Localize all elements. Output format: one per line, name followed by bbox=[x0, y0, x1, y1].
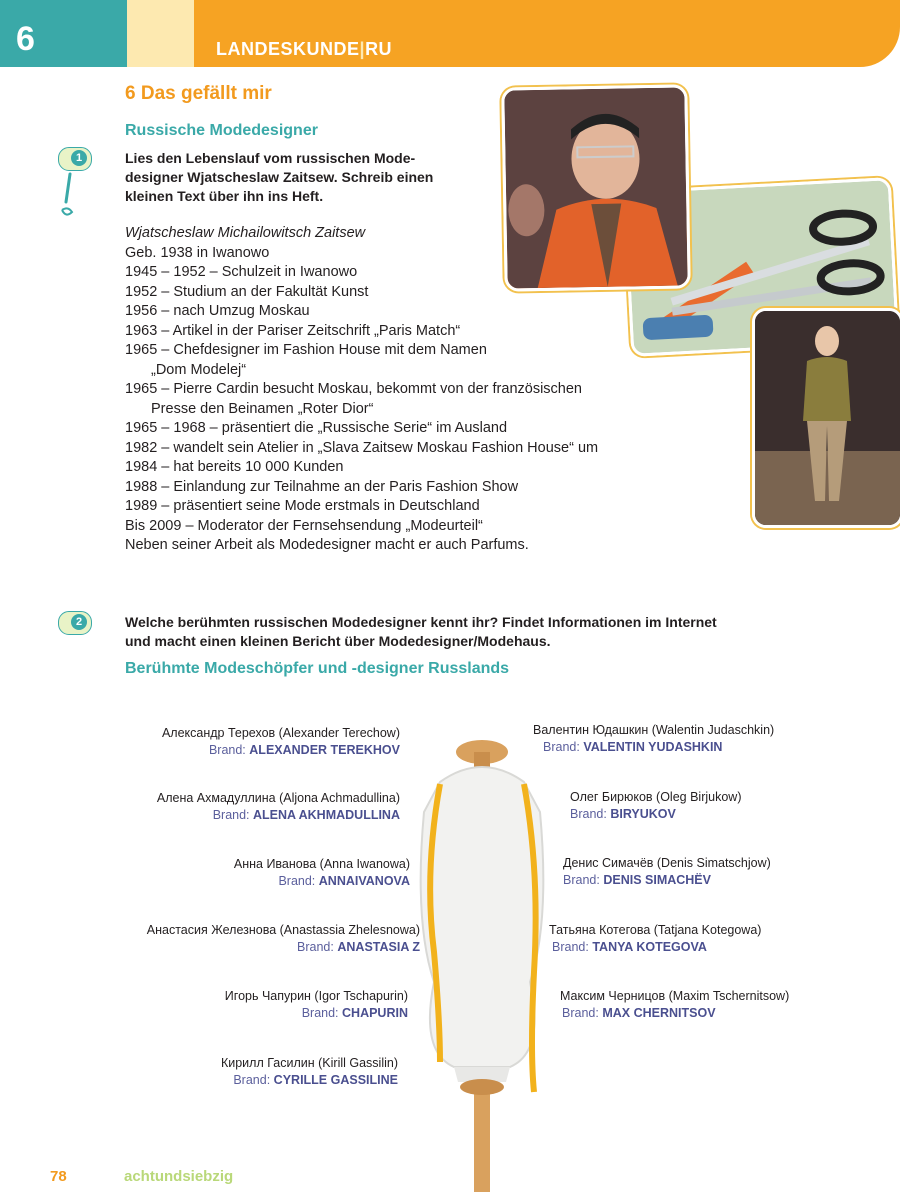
designer-entry bbox=[563, 855, 771, 889]
designer-name: Максим Черницов (Maxim Tschernitsow) bbox=[560, 989, 790, 1003]
chapter-number: 6 bbox=[16, 20, 35, 58]
designer-brand: Brand: CYRILLE GASSILINE bbox=[233, 1073, 398, 1087]
section-title-right: RU bbox=[365, 39, 393, 59]
runway-model-photo bbox=[752, 308, 900, 528]
bio-line: 1982 – wandelt sein Atelier in „Slava Zaitsew Moskau Fashion House“ um bbox=[125, 439, 599, 456]
task-2-number: 2 bbox=[71, 614, 87, 630]
task-2-line: Welche berühmten russischen Modedesigner kennt ihr? Findet Informationen im Internet bbox=[125, 614, 717, 630]
page-number-word: achtundsiebzig bbox=[124, 1168, 234, 1185]
task-1-number: 1 bbox=[71, 150, 87, 166]
subheading: Russische Modedesigner bbox=[125, 122, 318, 139]
designer-brand: Brand: ALEXANDER TEREKHOV bbox=[208, 743, 400, 757]
designer-name: Анна Иванова (Anna Iwanowa) bbox=[233, 857, 410, 871]
designers-heading: Berühmte Modeschöpfer und -designer Russlands bbox=[125, 660, 510, 677]
mannequin-icon bbox=[410, 722, 570, 1202]
bio-line: 1963 – Artikel in der Pariser Zeitschrift „Paris Match“ bbox=[125, 322, 461, 339]
designer-entry bbox=[147, 922, 420, 956]
designer-brand: Brand: VALENTIN YUDASHKIN bbox=[543, 740, 723, 754]
page-number: 78 bbox=[50, 1168, 67, 1185]
task-2-line: und macht einen kleinen Bericht über Modedesigner/Modehaus. bbox=[125, 633, 551, 649]
bio-line: 1965 – Chefdesigner im Fashion House mit dem Namen bbox=[125, 342, 487, 358]
designer-name: Олег Бирюков (Oleg Birjukow) bbox=[570, 790, 742, 804]
bio-line: Bis 2009 – Moderator der Fernsehsendung „Modeurteil“ bbox=[125, 517, 483, 534]
bio-line: Presse den Beinamen „Roter Dior“ bbox=[151, 400, 374, 417]
designer-brand: Brand: MAX CHERNITSOV bbox=[562, 1006, 716, 1020]
bio-line: 1965 – 1968 – präsentiert die „Russische Serie“ im Ausland bbox=[125, 420, 508, 436]
designer-brand: Brand: ANNAIVANOVA bbox=[278, 874, 410, 888]
designer-entry bbox=[560, 988, 789, 1022]
section-title-left: LANDESKUNDE bbox=[216, 39, 360, 59]
task-2-text bbox=[125, 613, 717, 651]
page-heading: 6 Das gefällt mir bbox=[125, 83, 272, 104]
bio-line: Neben seiner Arbeit als Modedesigner macht er auch Parfums. bbox=[125, 537, 529, 553]
designer-name: Анастасия Железнова (Anastassia Zhelesnowa) bbox=[146, 923, 420, 937]
designer-entry bbox=[162, 725, 400, 759]
designer-brand: Brand: ANASTASIA Z bbox=[297, 940, 420, 954]
task-1-text bbox=[125, 149, 433, 206]
portrait-figure-icon bbox=[504, 87, 687, 288]
bio-line: 1988 – Einlandung zur Teilnahme an der Paris Fashion Show bbox=[125, 478, 519, 495]
designer-brand: Brand: DENIS SIMACHËV bbox=[563, 873, 711, 887]
bio-line: „Dom Modelej“ bbox=[151, 361, 247, 378]
designer-brand: Brand: BIRYUKOV bbox=[570, 807, 676, 821]
section-title bbox=[216, 39, 392, 60]
designer-portrait-photo bbox=[501, 84, 691, 291]
exclamation-pencil-icon bbox=[58, 172, 78, 220]
designer-name: Валентин Юдашкин (Walentin Judaschkin) bbox=[533, 723, 775, 737]
designer-name: Татьяна Котегова (Tatjana Kotegowa) bbox=[549, 923, 762, 937]
bio-line: 1984 – hat bereits 10 000 Kunden bbox=[125, 459, 344, 475]
designer-brand: Brand: TANYA KOTEGOVA bbox=[552, 940, 707, 954]
task-1-line: kleinen Text über ihn ins Heft. bbox=[125, 188, 324, 204]
task-1-line: Lies den Lebenslauf vom russischen Mode- bbox=[125, 150, 416, 166]
designer-entry bbox=[157, 790, 400, 824]
designer-name: Кирилл Гасилин (Kirill Gassilin) bbox=[220, 1056, 398, 1070]
designer-entry bbox=[225, 988, 408, 1022]
task-1-badge bbox=[58, 147, 92, 171]
task-1-line: designer Wjatscheslaw Zaitsew. Schreib einen bbox=[125, 169, 434, 185]
designer-name: Алена Ахмадуллина (Aljona Achmadullina) bbox=[156, 791, 400, 805]
runway-figure-icon bbox=[755, 311, 900, 525]
bio-line: 1945 – 1952 – Schulzeit in Iwanowo bbox=[125, 264, 358, 280]
designer-entry bbox=[221, 1055, 398, 1089]
bio-line: 1965 – Pierre Cardin besucht Moskau, bekommt von der französischen bbox=[125, 381, 582, 397]
designer-brand: Brand: ALENA AKHMADULLINA bbox=[212, 808, 400, 822]
bio-line: 1956 – nach Umzug Moskau bbox=[125, 303, 310, 319]
designer-entry bbox=[234, 856, 410, 890]
designer-entry bbox=[533, 722, 774, 756]
designer-name: Денис Симачёв (Denis Simatschjow) bbox=[563, 856, 771, 870]
bio-line: 1989 – präsentiert seine Mode erstmals in Deutschland bbox=[125, 498, 480, 514]
designer-name: Александр Терехов (Alexander Terechow) bbox=[161, 726, 400, 740]
bio-line: Geb. 1938 in Iwanowo bbox=[125, 244, 270, 261]
task-2-badge bbox=[58, 611, 92, 635]
bio-line: 1952 – Studium an der Fakultät Kunst bbox=[125, 283, 369, 300]
designer-entry bbox=[570, 789, 741, 823]
section-title-separator: | bbox=[359, 39, 366, 59]
bio-name: Wjatscheslaw Michailowitsch Zaitsew bbox=[125, 225, 366, 241]
designer-entry bbox=[549, 922, 761, 956]
designer-name: Игорь Чапурин (Igor Tschapurin) bbox=[224, 989, 408, 1003]
header-accent-block bbox=[127, 0, 194, 67]
designer-brand: Brand: CHAPURIN bbox=[301, 1006, 408, 1020]
